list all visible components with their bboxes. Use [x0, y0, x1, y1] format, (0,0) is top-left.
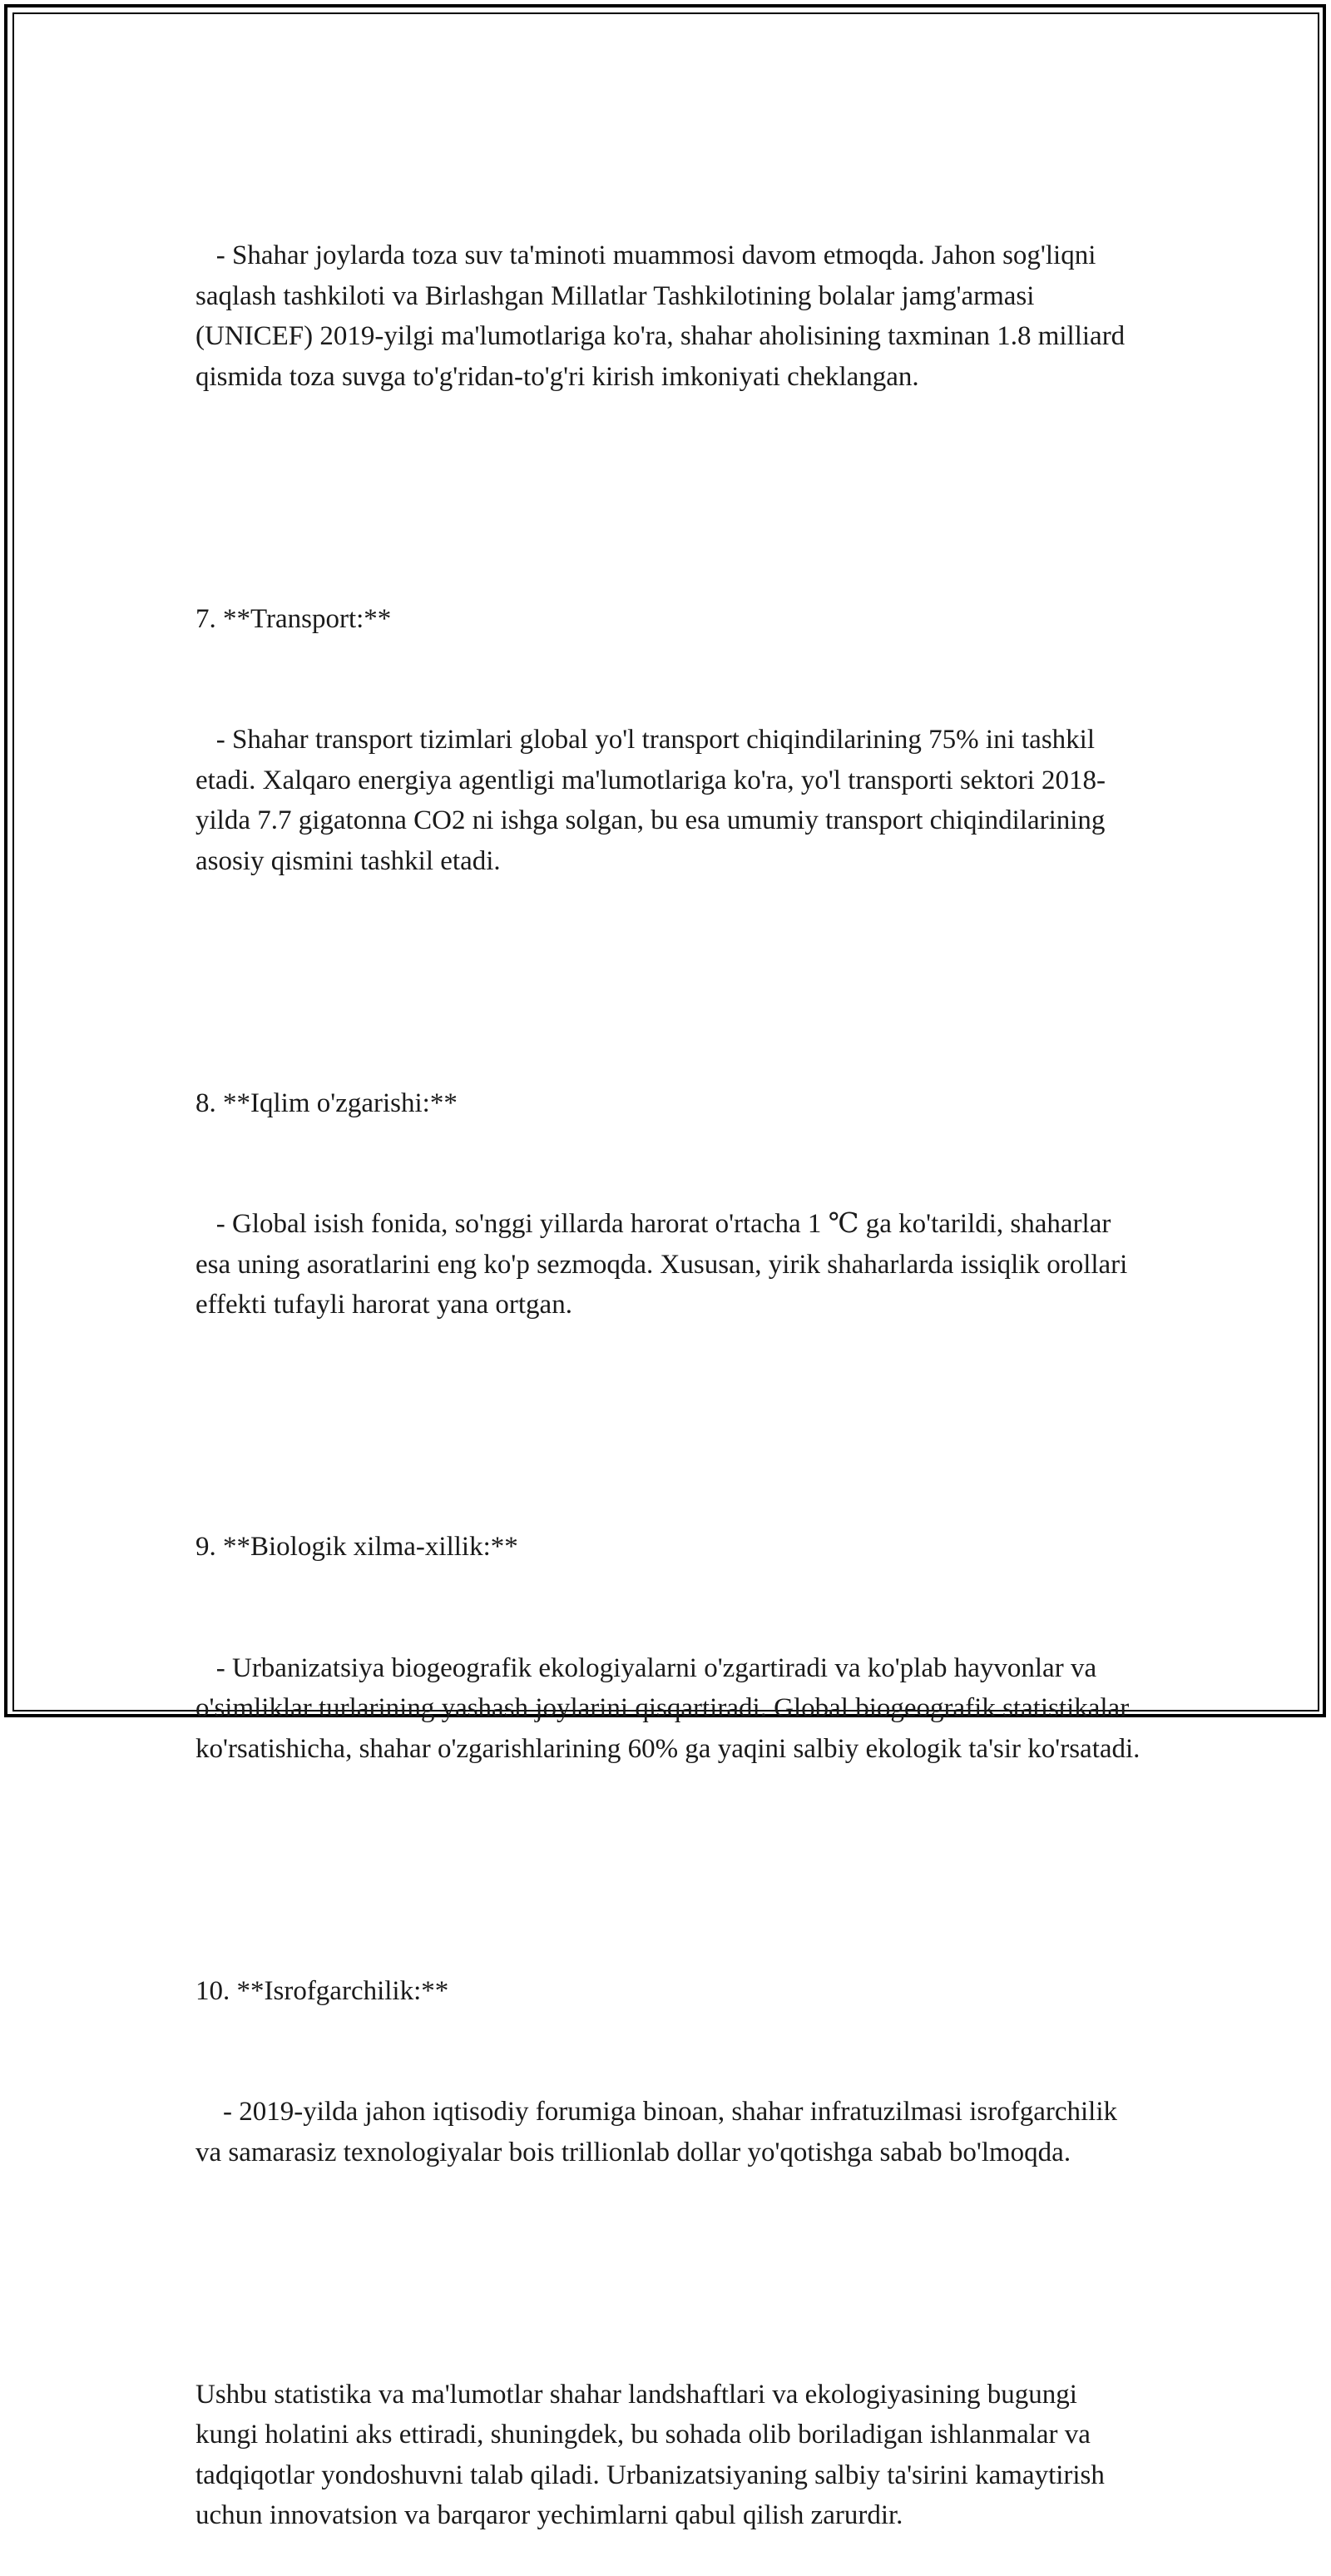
- section-heading-waste: 10. **Isrofgarchilik:**: [195, 1975, 449, 2006]
- water-supply-bullet: - Shahar joylarda toza suv ta'minoti muammosi davom etmoqda. Jahon sog'liqni saqlash tashkiloti va Birlashgan Millatlar Tashkilotining bolalar jamg'armasi (UNICEF) 2019-yilgi ma'lumotlariga ko'ra, shahar aholisining taxminan 1.8 milliard qismida toza suvga to'g'ridan-to'g'ri kirish imkoniyati cheklangan.: [195, 240, 1132, 392]
- document-body: [195, 155, 1144, 2576]
- section-heading-biodiversity: 9. **Biologik xilma-xillik:**: [195, 1532, 518, 1562]
- biodiversity-bullet: - Urbanizatsiya biogeografik ekologiyalarni o'zgartiradi va ko'plab hayvonlar va o'simliklar turlarining yashash joylarini qisqartiradi. Global biogeografik statistikalar ko'rsatishicha, shahar o'zgarishlarining 60% ga yaqini salbiy ekologik ta'sir ko'rsatadi.: [195, 1652, 1141, 1764]
- spacer: [195, 1406, 1144, 1447]
- climate-bullet: - Global isish fonida, so'nggi yillarda harorat o'rtacha 1 ℃ ga ko'tarildi, shaharlar esa uning asoratlarini eng ko'p sezmoqda. Xususan, yirik shaharlarda issiqlik orollari effekti tufayli harorat yana ortgan.: [195, 1209, 1135, 1320]
- spacer: [195, 962, 1144, 1003]
- waste-bullet: - 2019-yilda jahon iqtisodiy forumiga binoan, shahar infratuzilmasi isrofgarchilik va samarasiz texnologiyalar bois trillionlab dollar yo'qotishga sabab bo'lmoqda.: [195, 2097, 1125, 2167]
- spacer: [195, 2253, 1144, 2294]
- conclusion-paragraph: Ushbu statistika va ma'lumotlar shahar landshaftlari va ekologiyasining bugungi kungi holatini aks ettiradi, shuningdek, bu sohada olib boriladigan ishlanmalar va tadqiqotlar yondoshuvni talab qiladi. Urbanizatsiyaning salbiy ta'sirini kamaytirish uchun innovatsion va barqaror yechimlarni qabul qilish zarurdir.: [195, 2379, 1112, 2530]
- spacer: [195, 1850, 1144, 1890]
- section-heading-transport: 7. **Transport:**: [195, 603, 392, 634]
- section-heading-climate: 8. **Iqlim o'zgarishi:**: [195, 1087, 458, 1118]
- transport-bullet: - Shahar transport tizimlari global yo'l transport chiqindilarining 75% ini tashkil etadi. Xalqaro energiya agentligi ma'lumotlariga ko'ra, yo'l transporti sektori 2018-yilda 7.7 gigatonna CO2 ni ishga solgan, bu esa umumiy transport chiqindilarining asosiy qismini tashkil etadi.: [195, 725, 1112, 876]
- spacer: [195, 478, 1144, 518]
